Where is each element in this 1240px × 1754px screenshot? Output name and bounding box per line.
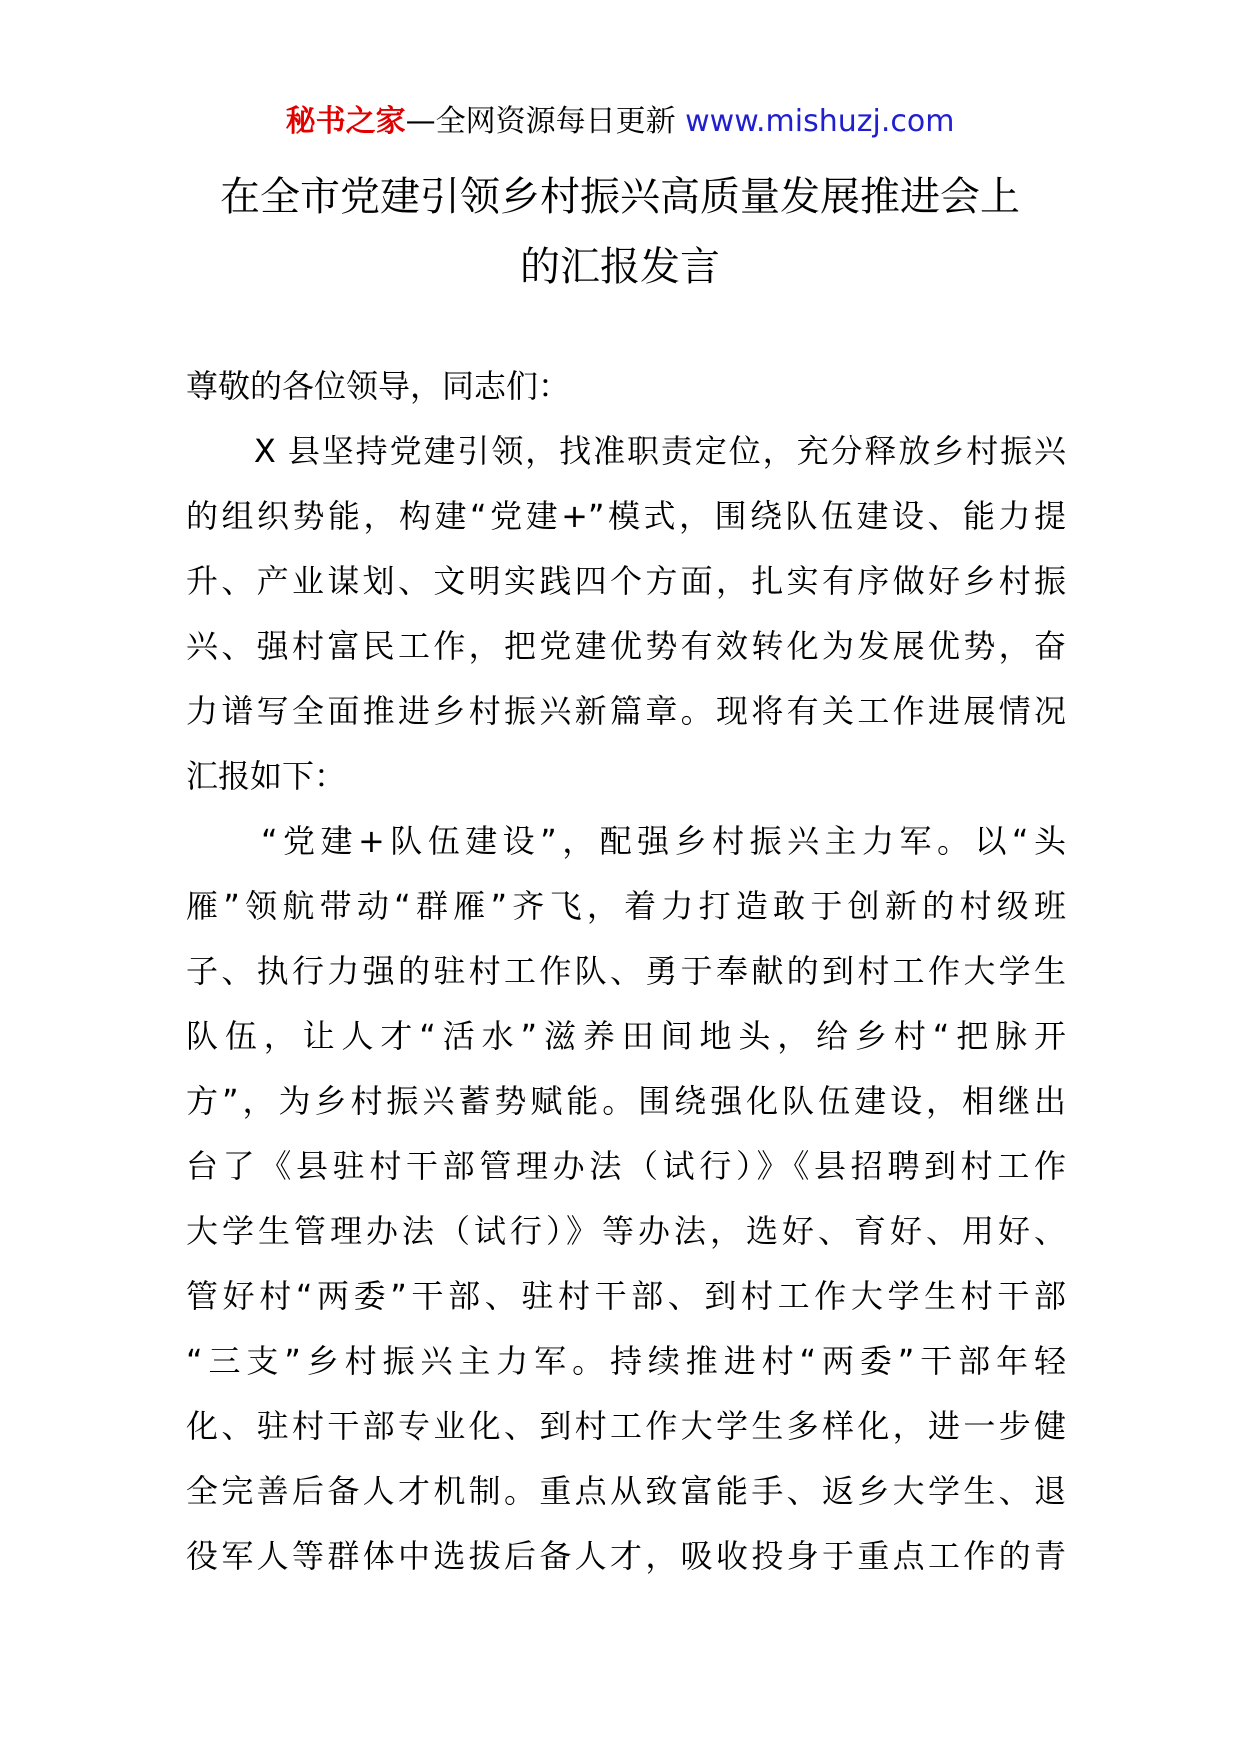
body-line: 大学生管理办法（试行）》等办法，选好、育好、用好、 xyxy=(186,1212,1066,1250)
body-line: 役军人等群体中选拔后备人才，吸收投身于重点工作的青 xyxy=(186,1537,1066,1575)
body-line: 的组织势能，构建“党建+”模式，围绕队伍建设、能力提 xyxy=(186,497,1066,535)
title-line-2: 的汇报发言 xyxy=(520,244,720,290)
body-line: 力谱写全面推进乡村振兴新篇章。现将有关工作进展情况 xyxy=(186,692,1066,730)
document-body xyxy=(186,354,1066,1589)
body-line: 雁”领航带动“群雁”齐飞，着力打造敢于创新的村级班 xyxy=(186,887,1066,925)
body-line: “党建+队伍建设”，配强乡村振兴主力军。以“头 xyxy=(186,822,1066,860)
body-line: “三支”乡村振兴主力军。持续推进村“两委”干部年轻 xyxy=(186,1342,1066,1380)
salutation-line: 尊敬的各位领导，同志们： xyxy=(186,367,571,405)
body-line: 管好村“两委”干部、驻村干部、到村工作大学生村干部 xyxy=(186,1277,1066,1315)
title-line-1: 在全市党建引领乡村振兴高质量发展推进会上 xyxy=(220,174,1020,220)
site-url-link[interactable]: www.mishuzj.com xyxy=(685,104,955,139)
site-banner xyxy=(0,100,1240,144)
body-line: 方”，为乡村振兴蓄势赋能。围绕强化队伍建设，相继出 xyxy=(186,1082,1066,1120)
body-line: 汇报如下： xyxy=(186,757,347,795)
body-line: 全完善后备人才机制。重点从致富能手、返乡大学生、退 xyxy=(186,1472,1066,1510)
banner-slogan: —全网资源每日更新 xyxy=(405,104,686,139)
body-line: 化、驻村干部专业化、到村工作大学生多样化，进一步健 xyxy=(186,1407,1066,1445)
body-line: 升、产业谋划、文明实践四个方面，扎实有序做好乡村振 xyxy=(186,562,1066,600)
body-line: 兴、强村富民工作，把党建优势有效转化为发展优势，奋 xyxy=(186,627,1066,665)
document-title xyxy=(180,162,1060,302)
body-line: X 县坚持党建引领，找准职责定位，充分释放乡村振兴 xyxy=(186,432,1066,470)
body-line: 子、执行力强的驻村工作队、勇于奉献的到村工作大学生 xyxy=(186,952,1066,990)
body-line: 台了《县驻村干部管理办法（试行）》《县招聘到村工作 xyxy=(186,1147,1066,1185)
body-line: 队伍，让人才“活水”滋养田间地头，给乡村“把脉开 xyxy=(186,1017,1066,1055)
brand-name: 秘书之家 xyxy=(285,104,406,139)
